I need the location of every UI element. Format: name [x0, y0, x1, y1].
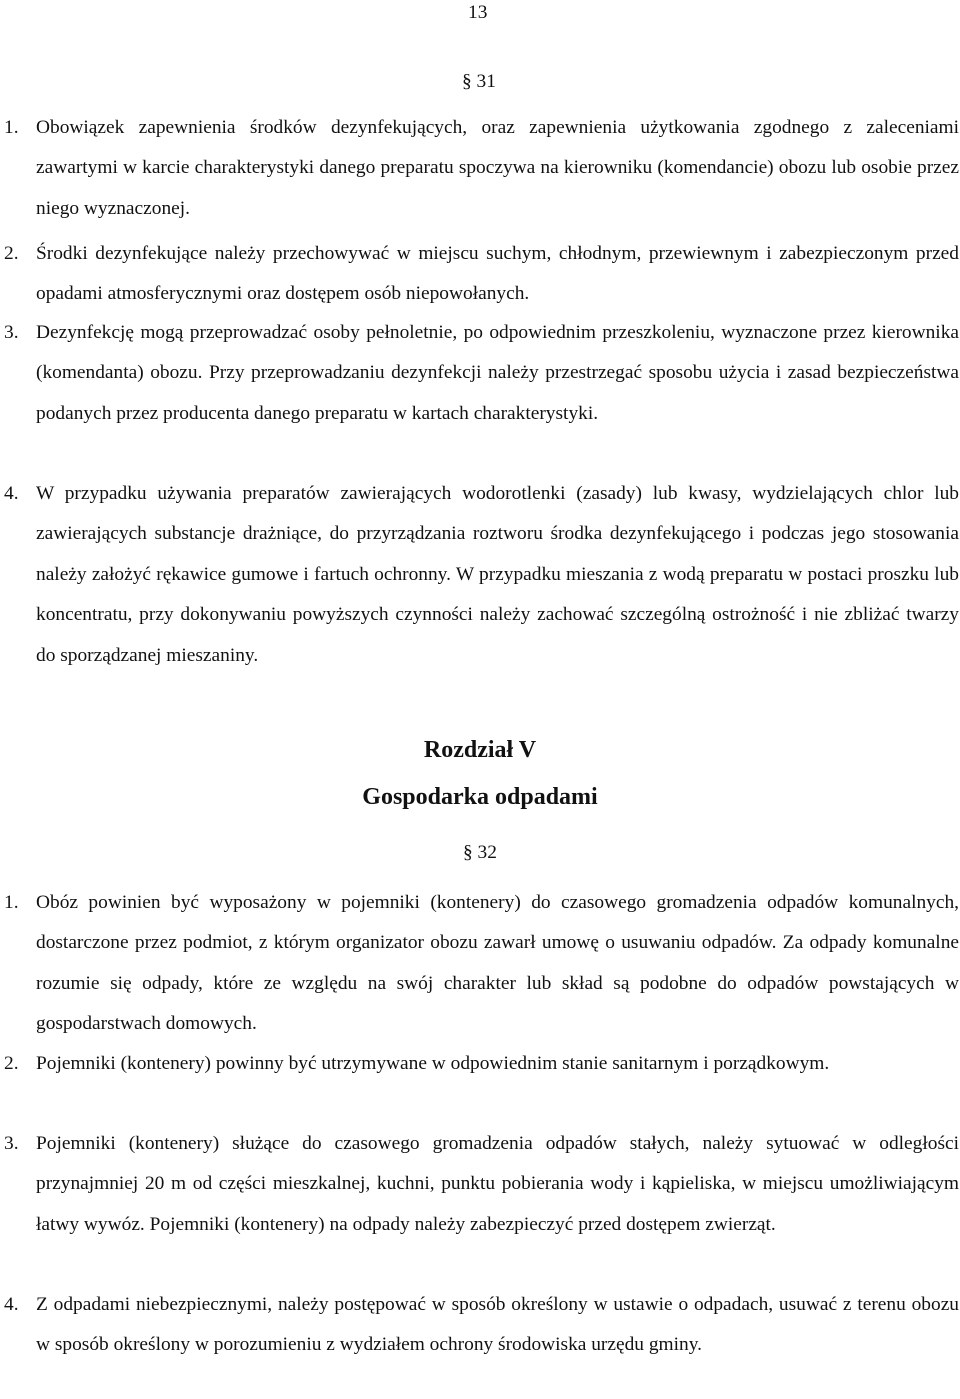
- item-number: 2.: [4, 243, 19, 264]
- item-number: 4.: [4, 1294, 19, 1315]
- item-text: Obowiązek zapewnienia środków dezynfekujących, oraz zapewnienia użytkowania zgodnego z zaleceniami zawartymi w karcie charakterystyki danego preparatu spoczywa na kierowniku (komendancie) obozu lub osobie przez niego wyznaczonej.: [36, 117, 959, 219]
- section-31-marker: § 31: [462, 71, 496, 92]
- chapter-title: Rozdział V: [423, 737, 537, 763]
- item-number: 3.: [4, 322, 19, 343]
- section-32-marker: § 32: [463, 842, 497, 863]
- section-31-item-2: [4, 234, 959, 315]
- item-text: Dezynfekcję mogą przeprowadzać osoby pełnoletnie, po odpowiednim przeszkoleniu, wyznaczone przez kierownika (komendanta) obozu. Przy przeprowadzaniu dezynfekcji należy przestrzegać sposobu użycia i zasad bezpieczeństwa podanych przez producenta danego preparatu w kartach charakterystyki.: [36, 322, 959, 424]
- item-text: Pojemniki (kontenery) powinny być utrzymywane w odpowiednim stanie sanitarnym i porządkowym.: [36, 1053, 830, 1074]
- item-text: Środki dezynfekujące należy przechowywać w miejscu suchym, chłodnym, przewiewnym i zabezpieczonym przed opadami atmosferycznymi oraz dostępem osób niepowołanych.: [36, 243, 959, 305]
- item-text: Obóz powinien być wyposażony w pojemniki (kontenery) do czasowego gromadzenia odpadów komunalnych, dostarczone przez podmiot, z którym organizator obozu zawarł umowę o usuwaniu odpadów. Za odpady komunalne rozumie się odpady, które ze względu na swój charakter lub skład są podobne do odpadów powstających w gospodarstwach domowych.: [36, 892, 959, 1035]
- section-31-item-3: [4, 313, 959, 434]
- item-number: 1.: [4, 117, 19, 138]
- section-31-item-1: [4, 108, 959, 229]
- item-text: Pojemniki (kontenery) służące do czasowego gromadzenia odpadów stałych, należy sytuować w odległości przynajmniej 20 m od części mieszkalnej, kuchni, punktu pobierania wody i kąpieliska, w miejscu umożliwiającym łatwy wywóz. Pojemniki (kontenery) na odpady należy zabezpieczyć przed dostępem zwierząt.: [36, 1133, 959, 1235]
- section-32-item-4: [4, 1285, 959, 1366]
- chapter-subtitle: Gospodarka odpadami: [362, 784, 598, 810]
- item-number: 2.: [4, 1053, 19, 1074]
- section-32-item-3: [4, 1124, 959, 1245]
- section-31-item-4: [4, 474, 959, 676]
- item-text: W przypadku używania preparatów zawierających wodorotlenki (zasady) lub kwasy, wydzielających chlor lub zawierających substancje drażniące, do przyrządzania roztworu środka dezynfekującego i podczas jego stosowania należy założyć rękawice gumowe i fartuch ochronny. W przypadku mieszania z wodą preparatu w postaci proszku lub koncentratu, przy dokonywaniu powyższych czynności należy zachować szczególną ostrożność i nie zbliżać twarzy do sporządzanej mieszaniny.: [36, 483, 959, 666]
- item-number: 1.: [4, 892, 19, 913]
- section-32-item-2: [4, 1044, 959, 1084]
- item-number: 3.: [4, 1133, 19, 1154]
- item-text: Z odpadami niebezpiecznymi, należy postępować w sposób określony w ustawie o odpadach, usuwać z terenu obozu w sposób określony w porozumieniu z wydziałem ochrony środowiska urzędu gminy.: [36, 1294, 959, 1356]
- page-number: 13: [468, 2, 488, 23]
- item-number: 4.: [4, 483, 19, 504]
- section-32-item-1: [4, 883, 959, 1045]
